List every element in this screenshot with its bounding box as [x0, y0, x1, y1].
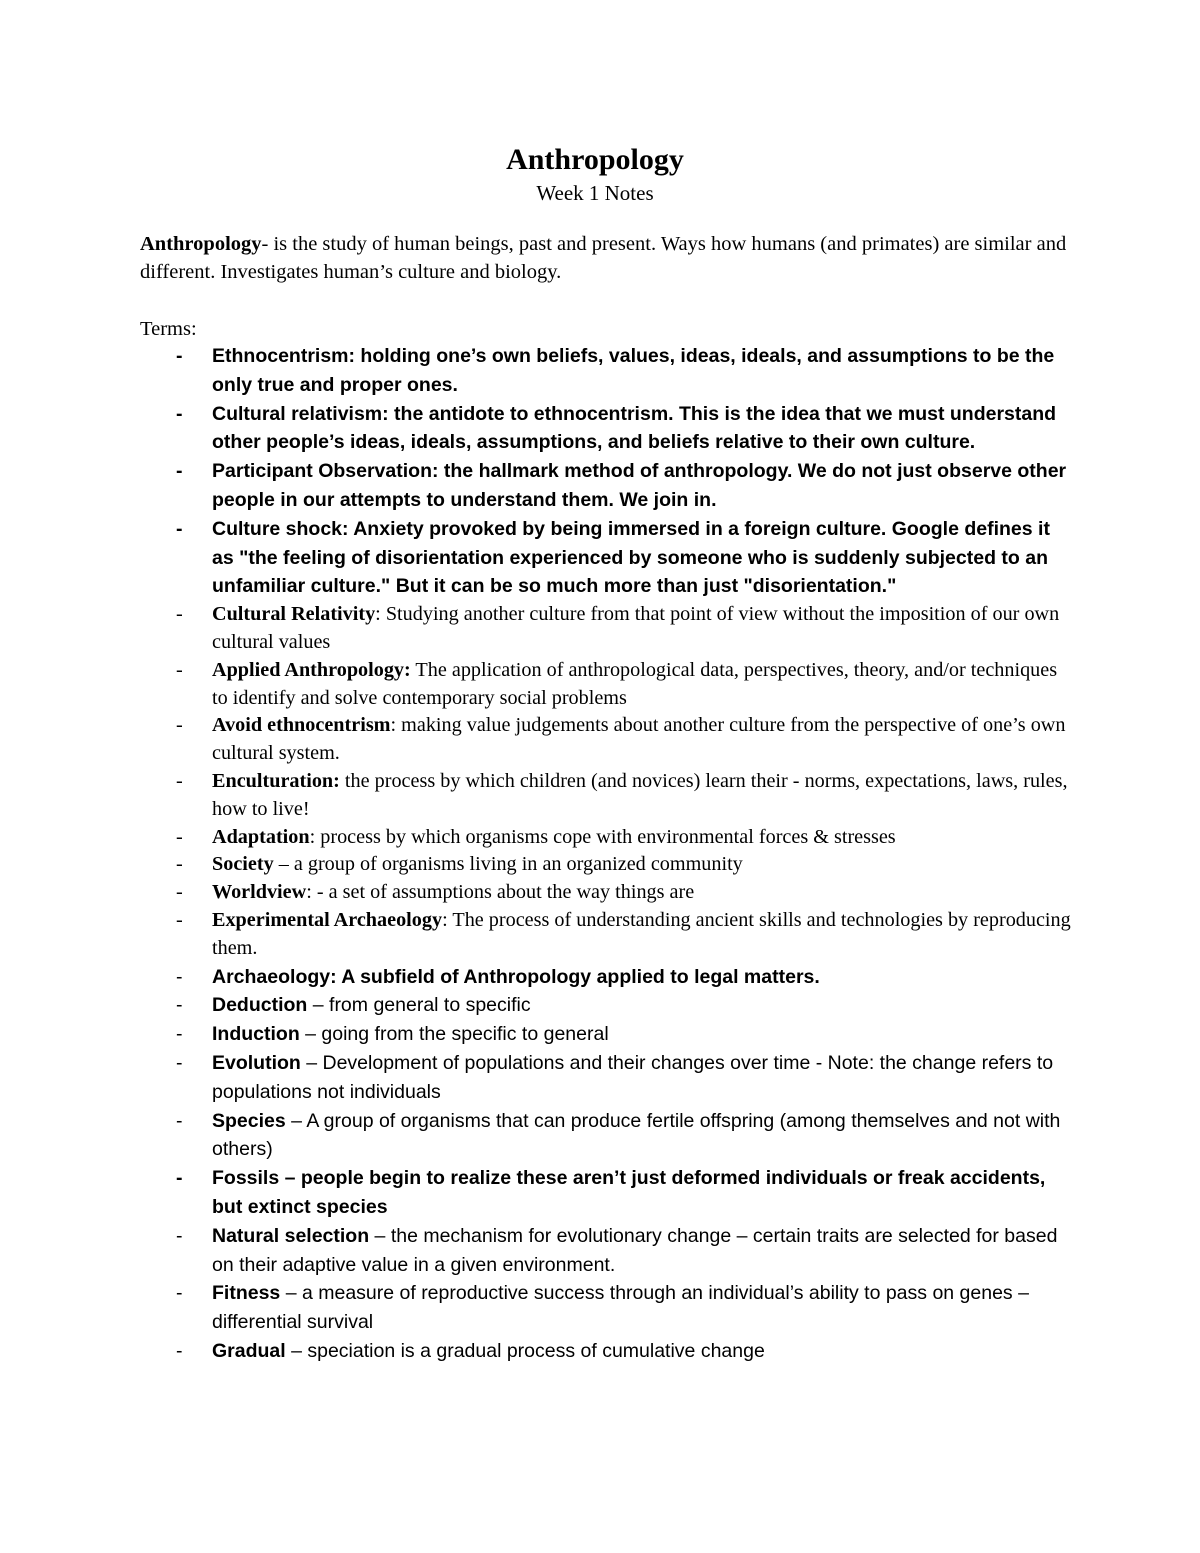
term-name: Participant Observation [212, 460, 432, 483]
term-definition: : Studying another culture from that point of view without the imposition of our own cultural values [212, 603, 1060, 653]
term-definition: : - a set of assumptions about the way things are [306, 881, 695, 904]
term-definition: – Development of populations and their changes over time - Note: the change refers to populations not individuals [212, 1051, 1054, 1103]
term-item-natural-selection [140, 1222, 1075, 1280]
term-definition: – going from the specific to general [299, 1023, 609, 1046]
term-item-enculturation [140, 768, 1075, 824]
term-name: Adaptation [212, 825, 310, 848]
term-definition: A subfield of Anthropology applied to legal matters. [336, 965, 820, 988]
term-definition: – from general to specific [307, 994, 531, 1017]
term-item-fitness [140, 1279, 1075, 1337]
intro-term: Anthropology [140, 233, 262, 255]
term-item-cultural-relativity [140, 601, 1075, 657]
term-item-deduction [140, 991, 1075, 1020]
terms-list [140, 342, 1075, 1366]
term-name: Fitness [212, 1282, 281, 1305]
term-name: Natural selection [212, 1224, 370, 1247]
term-item-fossils [140, 1164, 1075, 1222]
term-definition: holding one’s own beliefs, values, ideas, ideals, and assumptions to be the only true and proper ones. [212, 345, 1055, 396]
term-name: Archaeology: [212, 965, 337, 988]
page-title: Anthropology [506, 143, 684, 176]
term-definition: : the hallmark method of anthropology. We do not just observe other people in our attempts to understand them. We join in. [212, 460, 1067, 511]
term-item-culture-shock [140, 515, 1075, 601]
term-definition: – people begin to realize these aren’t just deformed individuals or freak accidents, but extinct species [212, 1167, 1046, 1218]
term-name: Culture shock: [212, 517, 349, 540]
term-name: Experimental Archaeology [212, 908, 443, 931]
term-item-applied-anthropology [140, 657, 1075, 713]
term-name: Cultural relativism: [212, 402, 389, 425]
term-definition: : process by which organisms cope with environmental forces & stresses [309, 825, 896, 848]
term-name: Species [212, 1109, 286, 1132]
term-item-evolution [140, 1049, 1075, 1107]
term-name: Worldview [212, 881, 307, 904]
term-item-participant-observation [140, 457, 1075, 515]
term-definition: Anxiety provoked by being immersed in a foreign culture. Google defines it as "the feeling of disorientation experienced by someone who is suddenly subjected to an unfamiliar culture." But it can be so much more than just "disorientation." [212, 517, 1050, 598]
term-name: Enculturation: [212, 769, 340, 792]
term-name: Society [212, 853, 274, 876]
term-name: Induction [212, 1023, 300, 1046]
intro-paragraph [140, 230, 1070, 286]
term-definition: – a measure of reproductive success through an individual’s ability to pass on genes – differential survival [212, 1282, 1029, 1334]
term-item-adaptation [140, 824, 1075, 852]
term-definition: The application of anthropological data, perspectives, theory, and/or techniques to identify and solve contemporary social problems [212, 658, 1058, 709]
term-definition: – A group of organisms that can produce fertile offspring (among themselves and not with others) [212, 1109, 1061, 1161]
term-item-cultural-relativism [140, 400, 1075, 458]
term-item-gradual [140, 1337, 1075, 1366]
term-item-avoid-ethnocentrism [140, 712, 1075, 768]
term-name: Avoid ethnocentrism [212, 714, 391, 737]
term-item-induction [140, 1020, 1075, 1049]
term-item-species [140, 1107, 1075, 1165]
term-item-ethnocentrism [140, 342, 1075, 400]
term-definition: the antidote to ethnocentrism. This is the idea that we must understand other people’s ideas, ideals, assumptions, and beliefs relative to their own culture. [212, 402, 1057, 454]
term-name: Gradual [212, 1339, 286, 1362]
term-definition: : The process of understanding ancient skills and technologies by reproducing them. [212, 908, 1071, 959]
term-item-archaeology [140, 963, 1075, 992]
term-name: Cultural Relativity [212, 603, 376, 626]
term-item-society [140, 851, 1075, 879]
term-definition: : making value judgements about another culture from the perspective of one’s own cultural system. [212, 714, 1066, 765]
term-definition: – speciation is a gradual process of cumulative change [285, 1339, 765, 1362]
term-name: Ethnocentrism: [212, 345, 356, 367]
term-name: Fossils [212, 1167, 280, 1190]
terms-label: Terms: [140, 318, 197, 340]
term-definition: the process by which children (and novices) learn their - norms, expectations, laws, rules, how to live! [212, 769, 1068, 820]
term-definition: – a group of organisms living in an organized community [273, 853, 743, 876]
page-subtitle: Week 1 Notes [536, 181, 654, 205]
term-item-experimental-archaeology [140, 907, 1075, 963]
title-block [0, 140, 1190, 206]
term-name: Evolution [212, 1051, 301, 1074]
term-name: Deduction [212, 994, 308, 1017]
term-definition: – the mechanism for evolutionary change – certain traits are selected for based on their adaptive value in a given environment. [212, 1224, 1058, 1276]
term-item-worldview [140, 879, 1075, 907]
term-name: Applied Anthropology: [212, 658, 411, 681]
intro-text: - is the study of human beings, past and present. Ways how humans (and primates) are similar and different. Investigates human’s culture and biology. [140, 233, 1067, 283]
